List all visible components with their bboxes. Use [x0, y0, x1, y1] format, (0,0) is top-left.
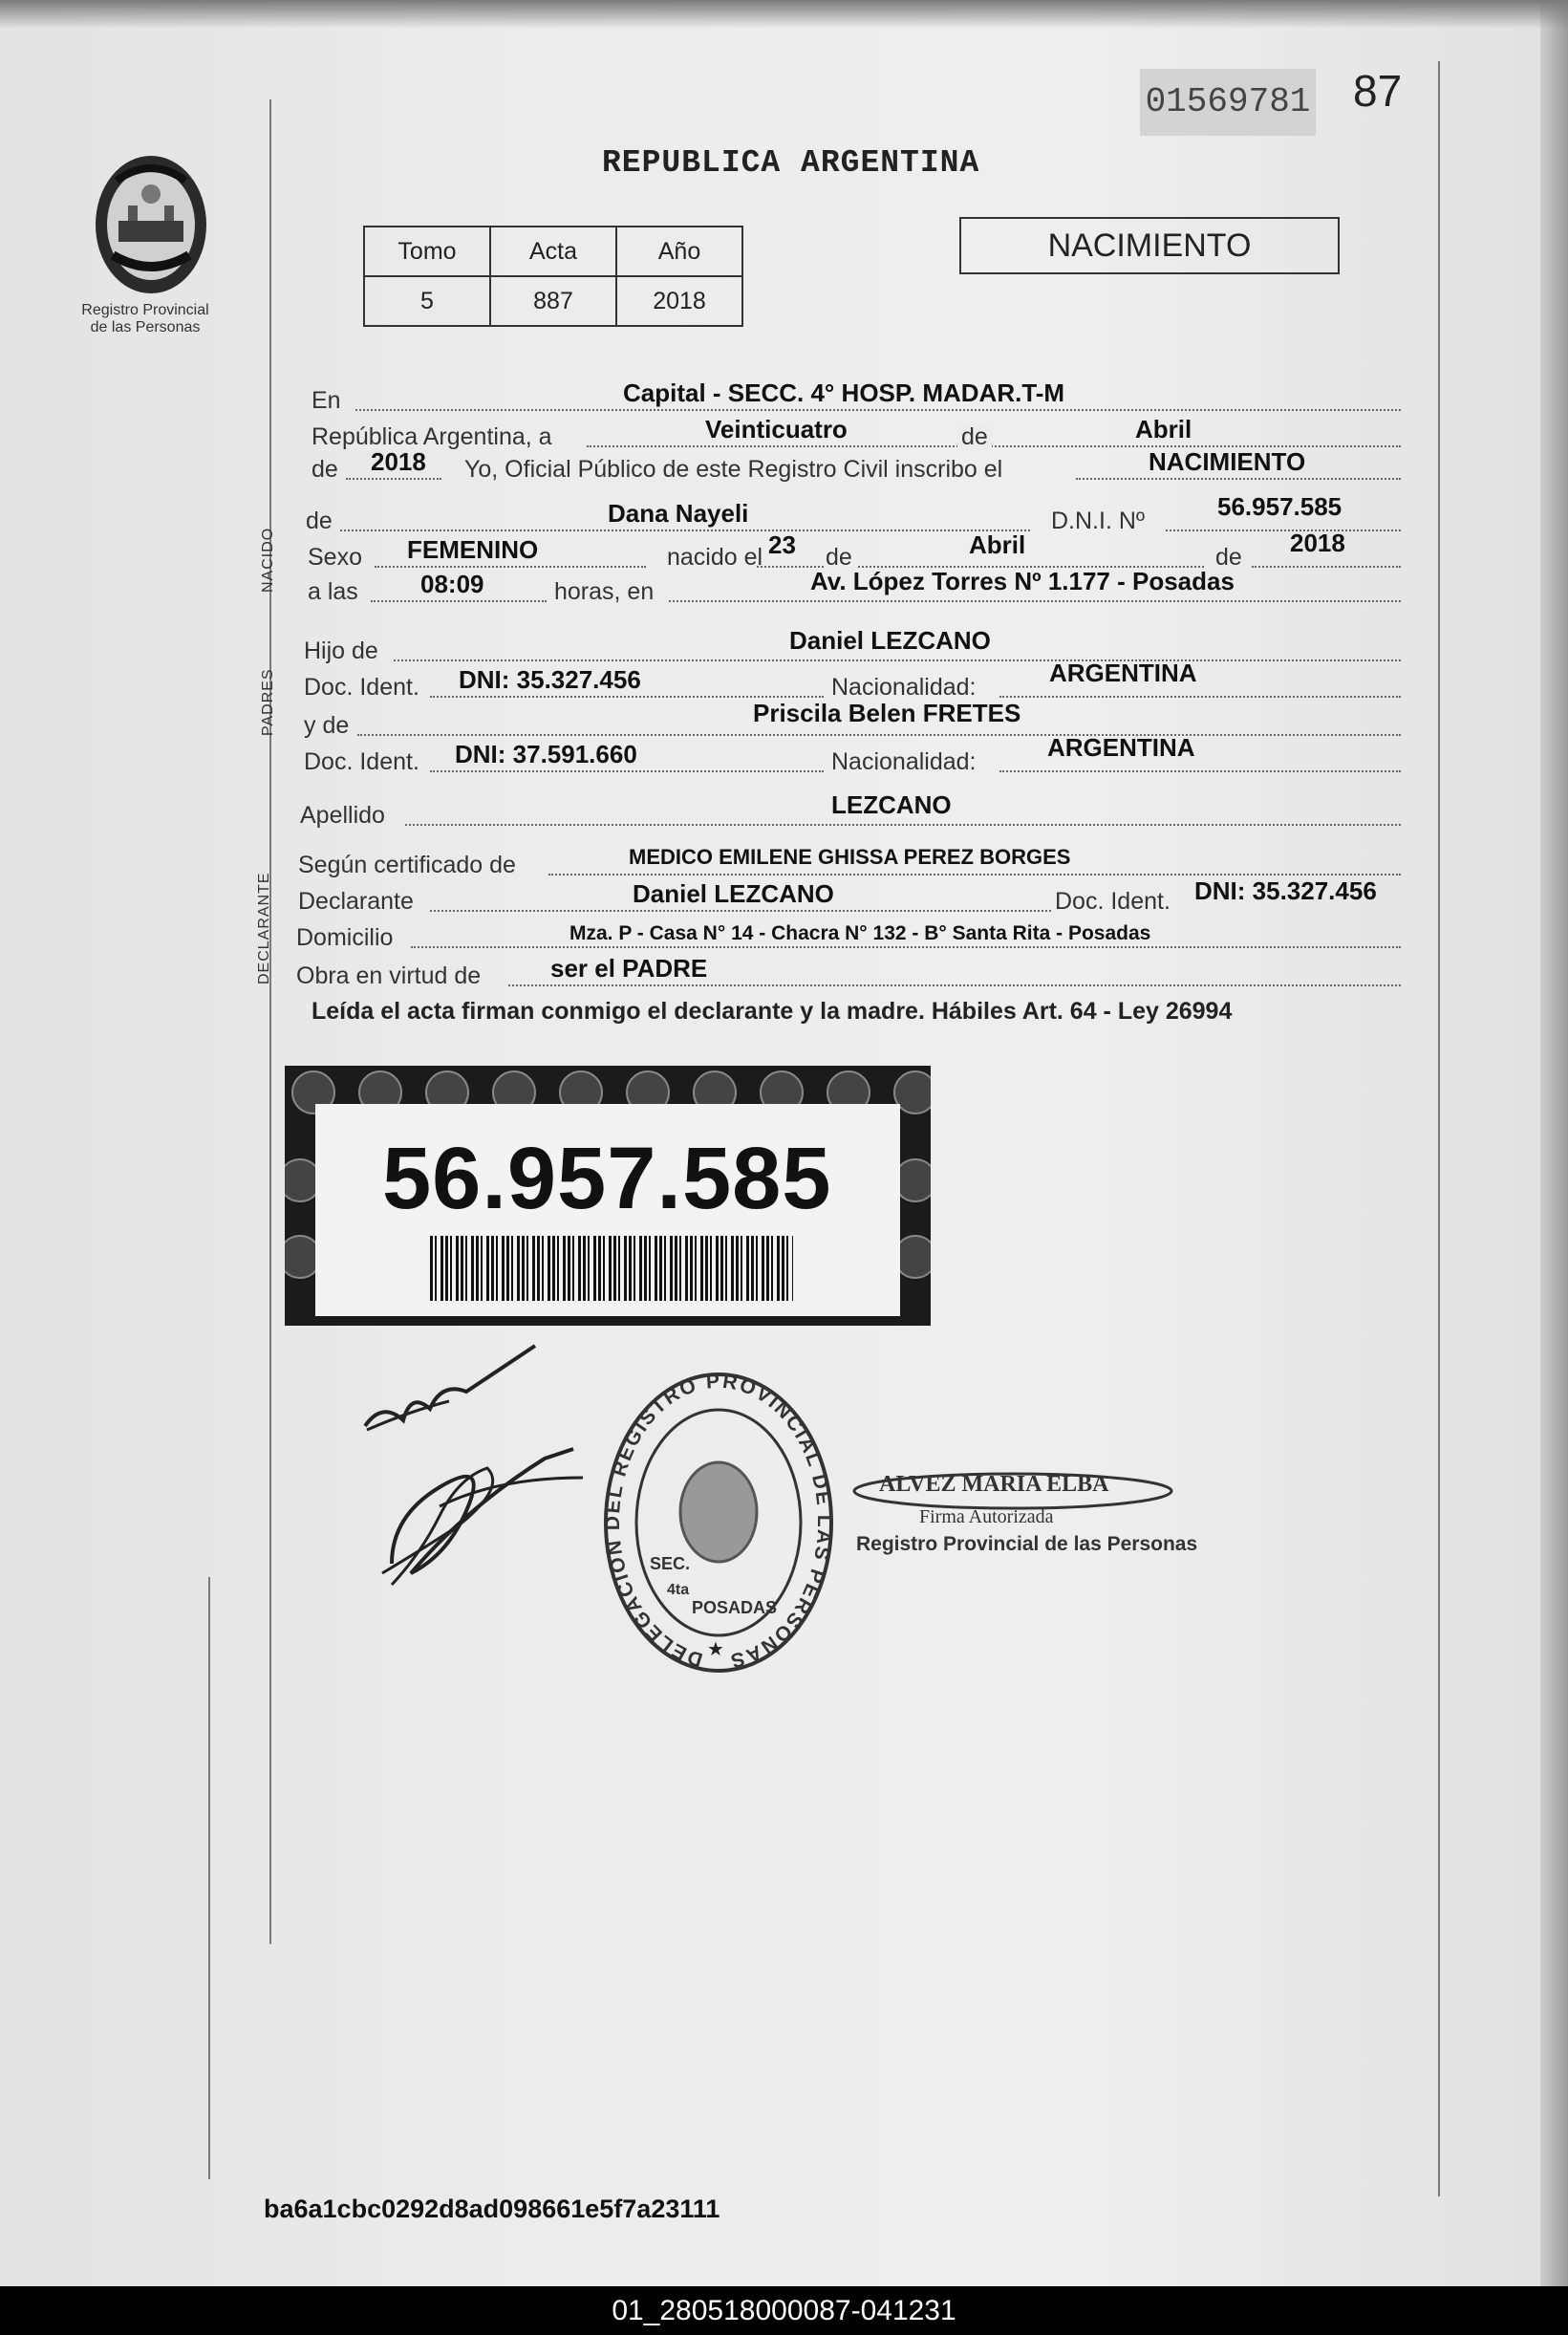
obra-value: ser el PADRE — [550, 954, 708, 983]
republica-label: República Argentina, a — [311, 423, 552, 450]
dotted-line — [430, 910, 1051, 912]
dotted-line — [430, 696, 824, 698]
row-inscribo — [311, 447, 1401, 486]
inscribe-value: NACIMIENTO — [1149, 447, 1306, 476]
dotted-line — [394, 659, 1401, 661]
dotted-line — [1076, 478, 1401, 480]
register-value-anio: 2018 — [616, 276, 742, 326]
registry-label-line1: Registro Provincial — [81, 302, 209, 318]
seal-emblem-icon — [680, 1462, 757, 1562]
domicilio-value: Mza. P - Casa N° 14 - Chacra N° 132 - B° Santa Rita - Posadas — [569, 922, 1151, 944]
nacionalidad-label: Nacionalidad: — [831, 674, 977, 701]
section-nacido-label: NACIDO — [260, 527, 276, 593]
de-label: de — [826, 544, 852, 571]
registry-label — [59, 302, 231, 336]
month-value: Abril — [1135, 415, 1192, 443]
barcode-label — [285, 1066, 931, 1326]
declarante-doc-value: DNI: 35.327.456 — [1194, 876, 1377, 905]
row-y-de — [304, 699, 1401, 742]
signature-scribble — [354, 1334, 602, 1602]
father-doc-value: DNI: 35.327.456 — [459, 665, 641, 694]
y-de-label: y de — [304, 712, 350, 739]
seal-star-icon: ★ — [707, 1639, 724, 1660]
apellido-label: Apellido — [300, 802, 385, 829]
row-obra — [296, 954, 1401, 992]
oficial-text: Yo, Oficial Público de este Registro Civil inscribo el — [464, 456, 1003, 483]
footer-id: 01_280518000087-041231 — [0, 2286, 1568, 2335]
seal-inner-sec: SEC. — [650, 1554, 691, 1573]
seal-inner-city: POSADAS — [692, 1598, 778, 1617]
declarante-doc-label: Doc. Ident. — [1055, 888, 1171, 915]
horas-en-label: horas, en — [554, 578, 655, 605]
day-value: Veinticuatro — [705, 415, 848, 443]
dni-label: D.N.I. Nº — [1051, 508, 1146, 534]
page-number: 87 — [1353, 66, 1403, 116]
register-header-tomo: Tomo — [364, 227, 490, 276]
dotted-line — [340, 530, 1030, 531]
declarante-value: Daniel LEZCANO — [633, 879, 834, 908]
dni-value: 56.957.585 — [1217, 492, 1342, 521]
row-apellido — [300, 790, 1401, 832]
row-segun — [298, 843, 1401, 881]
register-value-acta: 887 — [490, 276, 616, 326]
nacionalidad-label: Nacionalidad: — [831, 748, 977, 775]
officer-registry: Registro Provincial de las Personas — [856, 1533, 1198, 1555]
de-label: de — [306, 508, 333, 534]
place-value: Capital - SECC. 4° HOSP. MADAR.T-M — [623, 378, 1065, 407]
en-label: En — [311, 387, 341, 414]
row-hora — [308, 567, 1401, 608]
apellido-value: LEZCANO — [831, 790, 952, 819]
row-father-doc — [304, 659, 1401, 703]
dotted-line — [508, 984, 1401, 986]
delegation-seal — [600, 1369, 837, 1676]
birth-day-value: 23 — [768, 530, 796, 559]
dotted-line — [548, 874, 1401, 876]
dotted-line — [430, 770, 824, 772]
register-value-tomo: 5 — [364, 276, 490, 326]
page-edge — [1540, 0, 1568, 2286]
dotted-line — [1252, 566, 1401, 568]
dotted-line — [375, 566, 646, 568]
declarante-label: Declarante — [298, 888, 414, 915]
year-value: 2018 — [371, 447, 426, 476]
dotted-line — [405, 824, 1401, 826]
a-las-label: a las — [308, 578, 358, 605]
birth-time-value: 08:09 — [420, 570, 484, 598]
barcode-number: 56.957.585 — [382, 1130, 832, 1227]
de-label: de — [1215, 544, 1242, 571]
doc-ident-label: Doc. Ident. — [304, 748, 419, 775]
record-type-box: NACIMIENTO — [959, 217, 1340, 274]
row-hijo-de — [304, 626, 1401, 667]
dotted-line — [669, 600, 1401, 602]
sexo-value: FEMENINO — [407, 535, 539, 564]
dotted-line — [357, 734, 1401, 736]
barcode-inner — [315, 1104, 900, 1316]
row-mother-doc — [304, 733, 1401, 778]
obra-label: Obra en virtud de — [296, 962, 482, 989]
domicilio-label: Domicilio — [296, 924, 394, 951]
de-label: de — [957, 423, 992, 451]
mother-doc-value: DNI: 37.591.660 — [455, 740, 637, 768]
section-padres-label: PADRES — [260, 668, 276, 736]
officer-name: ALVEZ MARIA ELBA — [879, 1472, 1109, 1497]
dotted-line — [371, 600, 547, 602]
sexo-label: Sexo — [308, 544, 362, 571]
closing-note: Leída el acta firman conmigo el declarante y la madre. Hábiles Art. 64 - Ley 26994 — [311, 998, 1233, 1025]
register-header-anio: Año — [616, 227, 742, 276]
child-name-value: Dana Nayeli — [608, 499, 749, 528]
province-emblem-icon — [88, 148, 214, 296]
certificado-value: MEDICO EMILENE GHISSA PEREZ BORGES — [629, 845, 1071, 869]
mother-name-value: Priscila Belen FRETES — [753, 699, 1021, 727]
serial-number: 01569781 — [1140, 69, 1316, 136]
barcode-bars — [430, 1236, 793, 1301]
dotted-line — [355, 409, 1401, 411]
segun-label: Según certificado de — [298, 852, 516, 878]
right-margin-line — [1438, 61, 1440, 2196]
row-en — [311, 378, 1401, 417]
mother-nationality-value: ARGENTINA — [1047, 733, 1195, 762]
row-name — [306, 492, 1401, 537]
left-margin-line-lower — [208, 1577, 210, 2179]
dotted-line — [999, 770, 1401, 772]
registry-label-line2: de las Personas — [90, 319, 201, 335]
dotted-line — [411, 946, 1401, 948]
birth-year-value: 2018 — [1290, 529, 1345, 557]
section-declarante-label: DECLARANTE — [256, 872, 272, 984]
country-title: REPUBLICA ARGENTINA — [602, 145, 980, 181]
left-margin-line — [269, 99, 271, 1944]
officer-title: Firma Autorizada — [919, 1506, 1054, 1527]
dotted-line — [999, 696, 1401, 698]
row-domicilio — [296, 916, 1401, 954]
father-nationality-value: ARGENTINA — [1049, 659, 1197, 687]
register-table — [363, 226, 743, 327]
register-header-acta: Acta — [490, 227, 616, 276]
seal-inner-num: 4ta — [667, 1582, 690, 1598]
father-name-value: Daniel LEZCANO — [789, 626, 991, 655]
birth-place-value: Av. López Torres Nº 1.177 - Posadas — [810, 567, 1235, 595]
dotted-line — [1166, 530, 1401, 531]
nacido-el-label: nacido el — [667, 544, 763, 571]
top-shadow — [0, 0, 1568, 29]
de-label: de — [311, 456, 338, 483]
document-hash: ba6a1cbc0292d8ad098661e5f7a23111 — [264, 2194, 720, 2223]
doc-ident-label: Doc. Ident. — [304, 674, 419, 701]
row-declarante — [298, 876, 1401, 918]
dotted-line — [346, 478, 441, 480]
birth-month-value: Abril — [969, 530, 1026, 559]
seal-outer-text: DELEGACION DEL REGISTRO PROVINCIAL DE LAS PERSONAS — [602, 1370, 836, 1673]
hijo-de-label: Hijo de — [304, 638, 378, 664]
